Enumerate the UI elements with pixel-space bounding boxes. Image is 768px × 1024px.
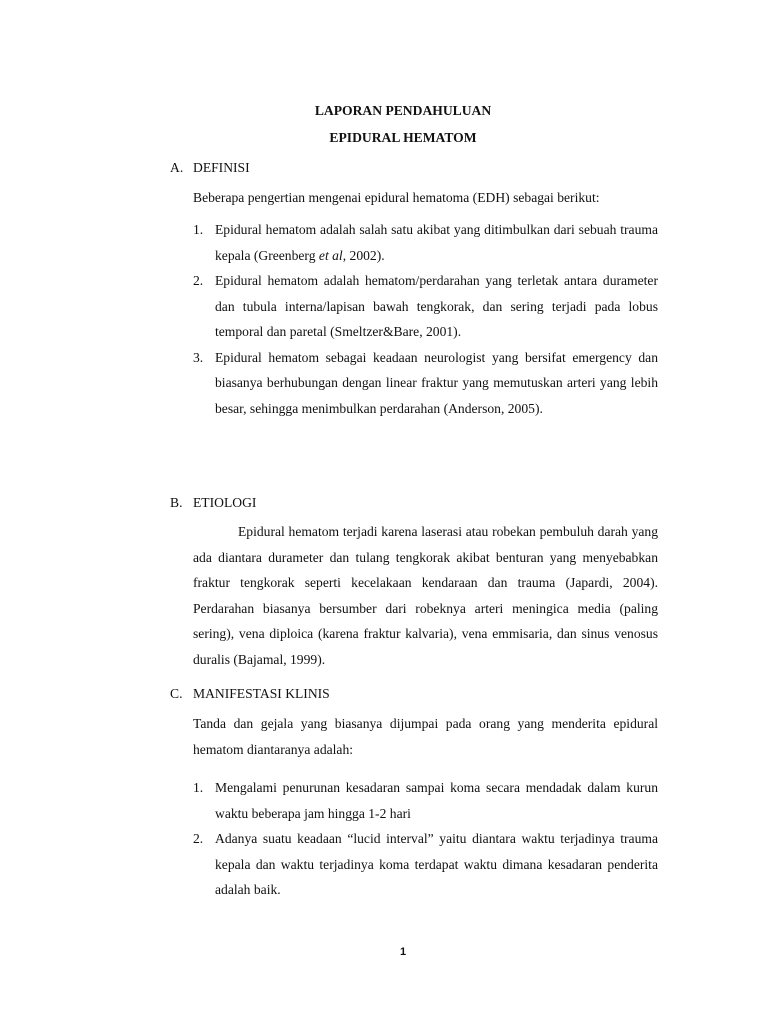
section-b-title: ETIOLOGI (193, 495, 257, 510)
list-item-text: Epidural hematom adalah hematom/perdarahan yang terletak antara durameter dan tubula interna/lapisan bawah tengkorak, dan sering terjadi pada lobus temporal dan paretal (Smeltzer&Bare, 2001). (215, 273, 658, 339)
list-item (193, 268, 658, 345)
list-item (193, 217, 658, 268)
list-item-text: Adanya suatu keadaan “lucid interval” yaitu diantara waktu terjadinya trauma kepala dan waktu terjadinya koma terdapat waktu dimana kesadaran penderita adalah baik. (215, 831, 658, 897)
document-subtitle: EPIDURAL HEMATOM (329, 130, 477, 145)
section-c-letter: C. (170, 686, 183, 701)
page-number: 1 (399, 946, 407, 958)
list-item-text-part: , 2002). (342, 247, 385, 263)
list-item-text: Mengalami penurunan kesadaran sampai koma secara mendadak dalam kurun waktu beberapa jam hingga 1-2 hari (215, 780, 658, 821)
list-item-italic: et al (318, 247, 343, 263)
section-a-letter: A. (170, 160, 184, 175)
section-b-letter: B. (170, 495, 183, 510)
list-number: 1. (193, 780, 204, 795)
list-item (193, 826, 658, 903)
section-a-intro: Beberapa pengertian mengenai epidural hematoma (EDH) sebagai berikut: (193, 190, 600, 205)
section-c-intro: Tanda dan gejala yang biasanya dijumpai pada orang yang menderita epidural hematom diantaranya adalah: (193, 716, 658, 757)
section-c-heading (170, 686, 330, 702)
section-a-title: DEFINISI (193, 160, 250, 175)
section-b-paragraph: Epidural hematom terjadi karena laserasi atau robekan pembuluh darah yang ada diantara durameter dan tulang tengkorak akibat benturan yang menyebabkan fraktur tengkorak seperti kecelakaan kendaraan dan trauma (Japardi, 2004). Perdarahan biasanya bersumber dari robeknya arteri meningica media (paling sering), vena diploica (karena fraktur kalvaria), vena emmisaria, dan sinus venosus duralis (Bajamal, 1999). (193, 524, 658, 667)
list-number: 3. (193, 349, 204, 365)
section-c-list (193, 775, 658, 903)
list-number: 2. (193, 273, 204, 288)
list-item (193, 775, 658, 826)
section-b-heading (170, 495, 256, 511)
list-item (193, 345, 658, 422)
list-number: 1. (193, 222, 204, 237)
list-number: 2. (193, 831, 204, 846)
list-item-text: Epidural hematom sebagai keadaan neurologist yang bersifat emergency dan biasanya berhubungan dengan linear fraktur yang memutuskan arteri yang lebih besar, sehingga menimbulkan perdarahan (Anderson, 2005). (215, 349, 658, 416)
document-title: LAPORAN PENDAHULUAN (314, 103, 492, 118)
section-a-heading (170, 160, 250, 176)
list-item-text-part: Epidural hematom adalah salah satu akibat yang ditimbulkan dari sebuah trauma kepala (Greenberg (215, 222, 658, 263)
section-c-title: MANIFESTASI KLINIS (193, 686, 330, 701)
section-a-list (193, 217, 658, 421)
